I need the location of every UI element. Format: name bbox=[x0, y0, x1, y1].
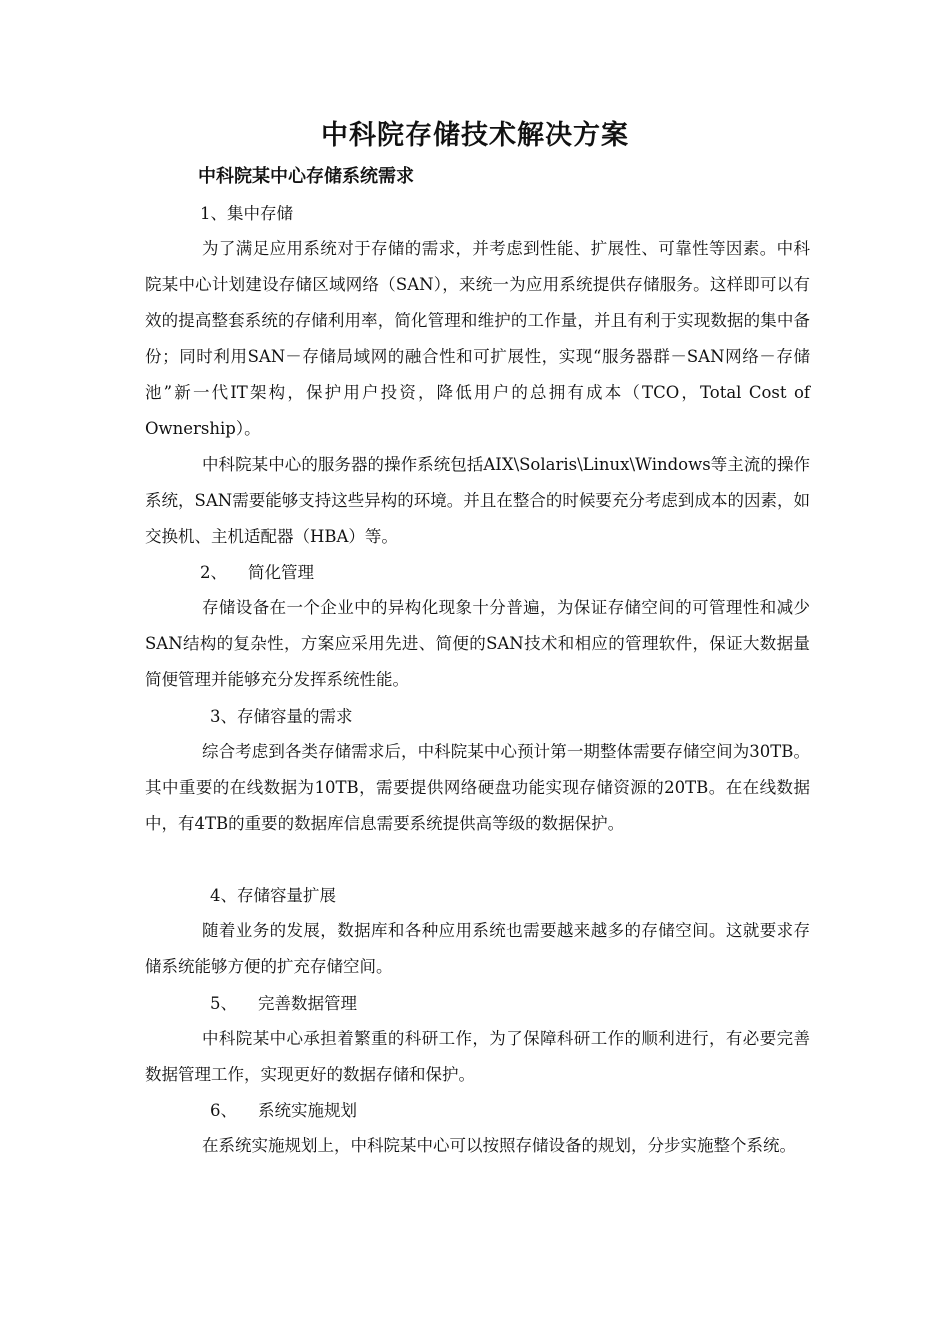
section-4-paragraph-1: 随着业务的发展，数据库和各种应用系统也需要越来越多的存储空间。这就要求存储系统能够方便的扩充存储空间。 bbox=[145, 921, 810, 976]
section-heading-5: 5、 完善数据管理 bbox=[210, 994, 357, 1013]
section-2-paragraph-1: 存储设备在一个企业中的异构化现象十分普遍，为保证存储空间的可管理性和减少SAN结构的复杂性，方案应采用先进、简便的SAN技术和相应的管理软件，保证大数据量简便管理并能够充分发挥系统性能。 bbox=[145, 598, 810, 689]
section-1-paragraph-1: 为了满足应用系统对于存储的需求，并考虑到性能、扩展性、可靠性等因素。中科院某中心计划建设存储区域网络（SAN），来统一为应用系统提供存储服务。这样即可以有效的提高整套系统的存储利用率，简化管理和维护的工作量，并且有利于实现数据的集中备份；同时利用SAN－存储局域网的融合性和可扩展性，实现“服务器群－SAN网络－存储池”新一代IT架构，保护用户投资，降低用户的总拥有成本（TCO，Total Cost of Ownership）。 bbox=[145, 239, 810, 438]
section-heading-3: 3、存储容量的需求 bbox=[210, 707, 353, 726]
section-heading-2: 2、 简化管理 bbox=[200, 563, 314, 582]
section-3-paragraph-1: 综合考虑到各类存储需求后，中科院某中心预计第一期整体需要存储空间为30TB。其中重要的在线数据为10TB，需要提供网络硬盘功能实现存储资源的20TB。在在线数据中，有4TB的重要的数据库信息需要系统提供高等级的数据保护。 bbox=[145, 742, 810, 833]
document-title: 中科院存储技术解决方案 bbox=[321, 120, 629, 151]
section-6-paragraph-1: 在系统实施规划上，中科院某中心可以按照存储设备的规划，分步实施整个系统。 bbox=[202, 1136, 796, 1155]
document-subtitle: 中科院某中心存储系统需求 bbox=[198, 166, 414, 187]
section-heading-1: 1、集中存储 bbox=[200, 204, 293, 223]
section-heading-4: 4、存储容量扩展 bbox=[210, 886, 336, 905]
section-heading-6: 6、 系统实施规划 bbox=[210, 1101, 357, 1120]
section-1-paragraph-2: 中科院某中心的服务器的操作系统包括AIX\Solaris\Linux\Windows等主流的操作系统，SAN需要能够支持这些异构的环境。并且在整合的时候要充分考虑到成本的因素，如交换机、主机适配器（HBA）等。 bbox=[145, 455, 810, 546]
section-5-paragraph-1: 中科院某中心承担着繁重的科研工作，为了保障科研工作的顺利进行，有必要完善数据管理工作，实现更好的数据存储和保护。 bbox=[145, 1029, 810, 1084]
